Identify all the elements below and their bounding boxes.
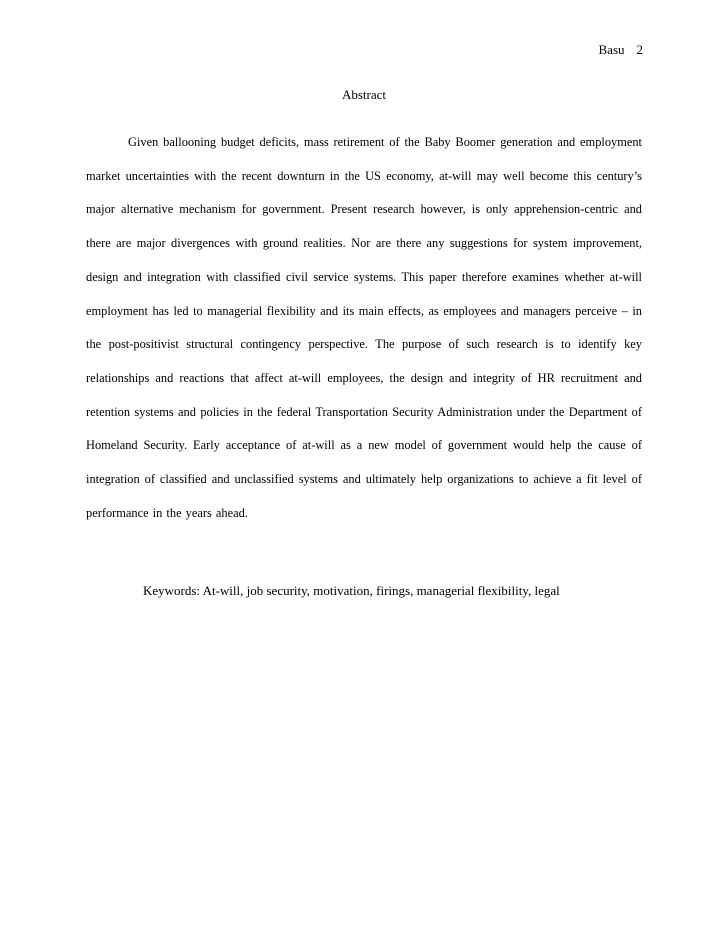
abstract-paragraph: Given ballooning budget deficits, mass retirement of the Baby Boomer generation and employment market uncertainties with the recent downturn in the US economy, at-will may well become this century’s major alternative mechanism for government. Present research however, is only apprehension-centric and there are major divergences with ground realities. Nor are there any suggestions for system improvement, design and integration with classified civil service systems. This paper therefore examines whether at-will employment has led to managerial flexibility and its main effects, as employees and managers perceive – in the post-positivist structural contingency perspective. The purpose of such research is to identify key relationships and reactions that affect at-will employees, the design and integrity of HR recruitment and retention systems and policies in the federal Transportation Security Administration under the Department of Homeland Security. Early acceptance of at-will as a new model of government would help the cause of integration of classified and unclassified systems and ultimately help organizations to achieve a fit level of performance in the years ahead. [86, 135, 642, 520]
author-name: Basu [598, 42, 625, 57]
keywords-line: Keywords: At-will, job security, motivation, firings, managerial flexibility, legal [143, 583, 560, 598]
running-head [599, 42, 644, 58]
section-title: Abstract [341, 87, 387, 102]
page-number: 2 [636, 42, 643, 57]
